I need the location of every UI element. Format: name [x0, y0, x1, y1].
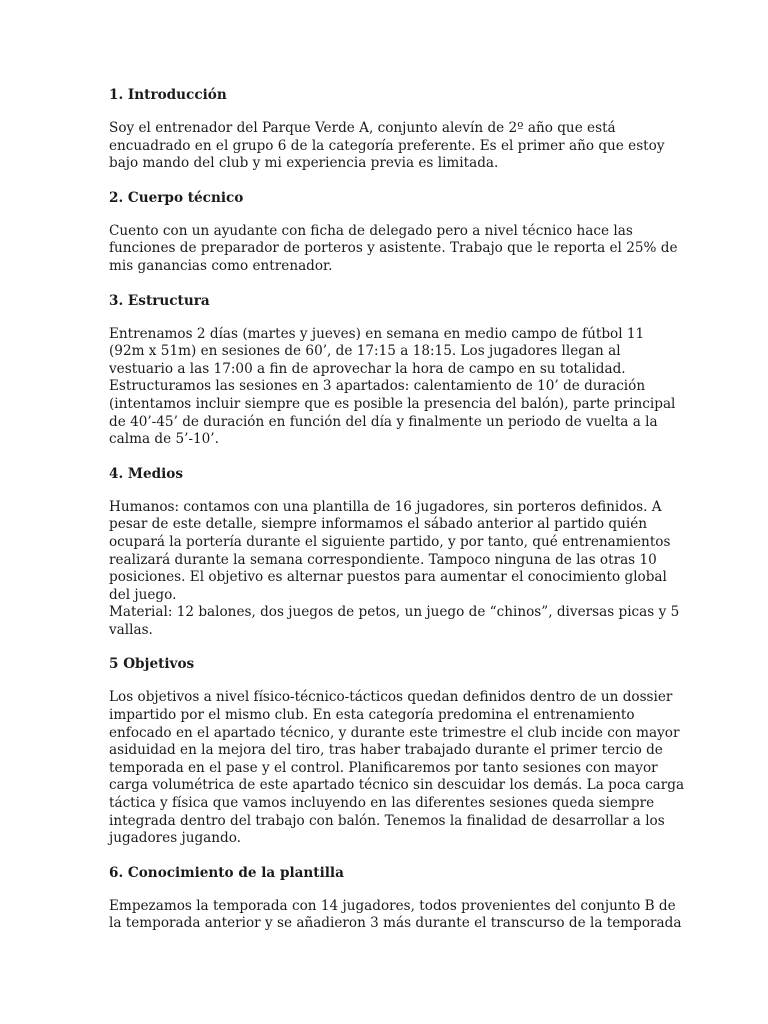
paragraph-line: Soy el entrenador del Parque Verde A, conjunto alevín de 2º año que está: [109, 120, 616, 136]
paragraph-line: pesar de este detalle, siempre informamos el sábado anterior al partido quién: [109, 516, 647, 533]
paragraph-line: impartido por el mismo club. En esta categoría predomina el entrenamiento: [109, 707, 635, 724]
paragraph-line: posiciones. El objetivo es alternar puestos para aumentar el conocimiento global: [109, 569, 667, 586]
paragraph-line: vestuario a las 17:00 a fin de aprovechar la hora de campo en su totalidad.: [109, 360, 626, 377]
section-heading: 5 Objetivos: [109, 656, 195, 673]
section-medios: [109, 465, 680, 640]
section-heading: 1. Introducción: [109, 87, 227, 103]
paragraph-line: ocupará la portería durante el siguiente partido, y por tanto, qué entrenamientos: [109, 533, 671, 550]
paragraph: [109, 689, 685, 847]
paragraph-line: jugadores jugando.: [109, 830, 242, 847]
section-heading: 4. Medios: [109, 465, 184, 482]
paragraph-line: Los objetivos a nivel físico-técnico-tácticos quedan definidos dentro de un dossier: [109, 689, 673, 706]
section-heading: 6. Conocimiento de la plantilla: [109, 864, 344, 881]
section-heading: 3. Estructura: [109, 292, 210, 309]
paragraph-line: carga volumétrica de este apartado técnico sin descuidar los demás. La poca carga: [109, 777, 685, 794]
paragraph-line: temporada en el pase y el control. Planificaremos por tanto sesiones con mayor: [109, 759, 658, 776]
paragraph-line: táctica y física que vamos incluyendo en las diferentes sesiones queda siempre: [109, 795, 655, 812]
paragraph-line: vallas.: [109, 621, 153, 638]
paragraph-line: del juego.: [109, 586, 177, 603]
paragraph-line: Material: 12 balones, dos juegos de petos, un juego de “chinos”, diversas picas y 5: [109, 604, 680, 621]
paragraph-line: funciones de preparador de porteros y asistente. Trabajo que le reporta el 25% de: [109, 240, 678, 257]
paragraph-line: (intentamos incluir siempre que es posible la presencia del balón), parte principal: [109, 395, 676, 412]
paragraph: [109, 325, 676, 449]
paragraph-line: Cuento con un ayudante con ficha de delegado pero a nivel técnico hace las: [109, 222, 633, 239]
paragraph: [109, 222, 678, 276]
document-page: [109, 86, 685, 949]
paragraph-line: enfocado en el apartado técnico, y durante este trimestre el club incide con mayor: [109, 724, 680, 741]
paragraph-line: la temporada anterior y se añadieron 3 más durante el transcurso de la temporada: [109, 915, 682, 932]
paragraph-line: mis ganancias como entrenador.: [109, 257, 333, 274]
paragraph-line: de 40’-45’ de duración en función del día y finalmente un periodo de vuelta a la: [109, 413, 658, 430]
section-objetivos: [109, 655, 685, 847]
paragraph-line: Humanos: contamos con una plantilla de 16 jugadores, sin porteros definidos. A: [109, 498, 662, 515]
paragraph: [109, 897, 682, 933]
section-estructura: [109, 292, 676, 449]
paragraph-line: encuadrado en el grupo 6 de la categoría preferente. Es el primer año que estoy: [109, 137, 665, 154]
section-introduccion: [109, 86, 665, 173]
section-heading: 2. Cuerpo técnico: [109, 189, 244, 206]
paragraph-line: Empezamos la temporada con 14 jugadores, todos provenientes del conjunto B de: [109, 897, 676, 914]
paragraph-line: realizará durante la semana correspondiente. Tampoco ninguna de las otras 10: [109, 551, 657, 568]
paragraph-line: calma de 5’-10’.: [109, 431, 219, 448]
section-conocimiento-plantilla: [109, 864, 682, 933]
paragraph-line: bajo mando del club y mi experiencia previa es limitada.: [109, 155, 499, 172]
paragraph-line: integrada dentro del trabajo con balón. Tenemos la finalidad de desarrollar a los: [109, 812, 665, 829]
paragraph-line: asiduidad en la mejora del tiro, tras haber trabajado durante el primer tercio de: [109, 742, 663, 759]
section-cuerpo-tecnico: [109, 189, 678, 276]
paragraph: [109, 498, 680, 640]
paragraph-line: (92m x 51m) en sesiones de 60’, de 17:15 a 18:15. Los jugadores llegan al: [109, 343, 621, 360]
paragraph-line: Estructuramos las sesiones en 3 apartados: calentamiento de 10’ de duración: [109, 378, 646, 395]
paragraph-line: Entrenamos 2 días (martes y jueves) en semana en medio campo de fútbol 11: [109, 325, 645, 342]
paragraph: [109, 120, 665, 173]
